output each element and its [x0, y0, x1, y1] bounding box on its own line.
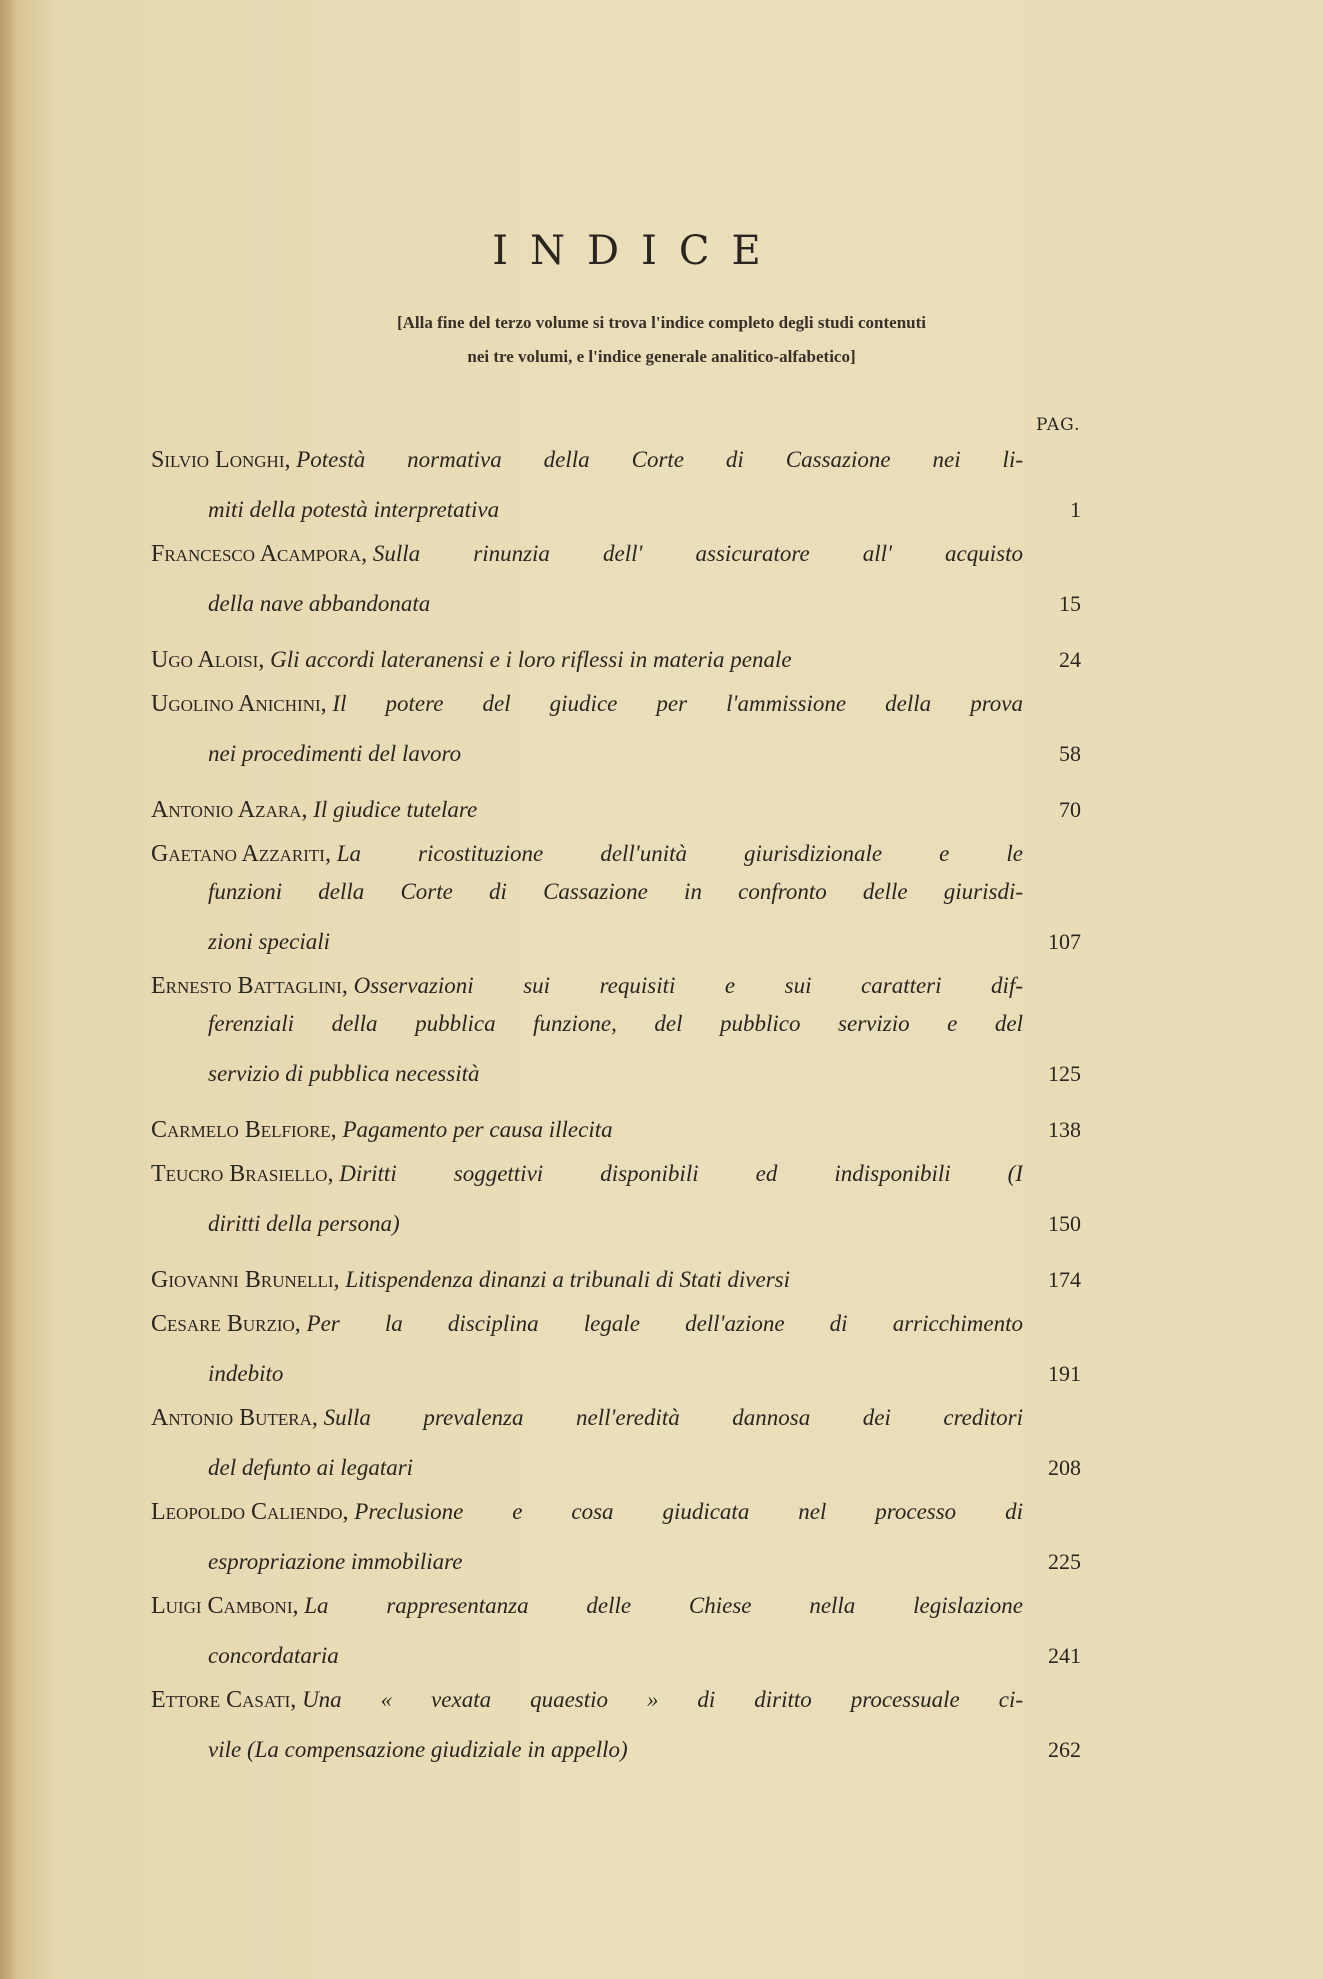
- toc-entry[interactable]: [151, 779, 1081, 823]
- toc-page-number: 1: [1070, 497, 1081, 522]
- index-note-line-1: [Alla fine del terzo volume si trova l'indice completo degli studi contenuti: [396, 313, 926, 332]
- toc-entry-line: [151, 1305, 1081, 1343]
- dot-leader: [408, 1193, 1023, 1231]
- toc-title: Diritti soggettivi disponibili ed indisponibili (I: [339, 1161, 1023, 1186]
- toc-entry-line: [151, 685, 1081, 723]
- toc-entry-line: [151, 1531, 1081, 1574]
- toc-title: Gli accordi lateranensi e i loro riflessi in materia penale: [270, 647, 792, 672]
- dot-leader: [507, 479, 1023, 517]
- toc-author: Antonio Butera,: [151, 1405, 318, 1431]
- toc-page-number: 241: [1048, 1643, 1081, 1668]
- toc-entry[interactable]: [151, 1681, 1081, 1762]
- dot-leader: [485, 779, 1023, 817]
- dot-leader: [338, 911, 1023, 949]
- toc-title: La ricostituzione dell'unità giurisdizionale e le: [336, 841, 1023, 866]
- dot-leader: [291, 1343, 1023, 1381]
- dot-leader: [798, 1249, 1023, 1287]
- toc-title: miti della potestà interpretativa: [208, 497, 500, 522]
- toc-title: nei procedimenti del lavoro: [208, 741, 462, 766]
- toc-title: Per la disciplina legale dell'azione di arricchimento: [306, 1311, 1023, 1336]
- toc-title: La rappresentanza delle Chiese nella legislazione: [304, 1593, 1023, 1618]
- toc-author: Antonio Azara,: [151, 797, 308, 823]
- toc-title: zioni speciali: [208, 929, 331, 954]
- toc-entry-line: [151, 835, 1081, 873]
- toc-entry-line: [151, 1099, 1081, 1143]
- toc-author: Leopoldo Caliendo,: [151, 1499, 349, 1525]
- toc-author: Francesco Acampora,: [151, 541, 368, 567]
- toc-title: Il potere del giudice per l'ammissione della prova: [332, 691, 1023, 716]
- toc-entry[interactable]: [151, 441, 1081, 522]
- toc-title: servizio di pubblica necessità: [208, 1061, 480, 1086]
- toc-page-number: 174: [1048, 1267, 1081, 1292]
- dot-leader: [470, 1531, 1023, 1569]
- toc-entry[interactable]: [151, 685, 1081, 766]
- toc-entry[interactable]: [151, 1099, 1081, 1143]
- toc-page-number: 225: [1048, 1549, 1081, 1574]
- toc-title: vile (La compensazione giudiziale in appello): [208, 1737, 628, 1762]
- toc-page-number: 58: [1059, 741, 1081, 766]
- dot-leader: [421, 1437, 1023, 1475]
- toc-title: indebito: [208, 1361, 284, 1386]
- toc-entry-line: [151, 967, 1081, 1005]
- toc-entry[interactable]: [151, 967, 1081, 1086]
- toc-title: Osservazioni sui requisiti e sui caratteri dif-: [353, 973, 1023, 998]
- toc-author: Ernesto Battaglini,: [151, 973, 348, 999]
- dot-leader: [636, 1719, 1023, 1757]
- toc-title: Preclusione e cosa giudicata nel processo di: [354, 1499, 1023, 1524]
- toc-entry-line: [151, 1681, 1081, 1719]
- toc-author: Giovanni Brunelli,: [151, 1267, 340, 1293]
- toc-page-number: 24: [1059, 647, 1081, 672]
- toc-page-number: 191: [1048, 1361, 1081, 1386]
- toc-page-number: 125: [1048, 1061, 1081, 1086]
- toc-page-number: 138: [1048, 1117, 1081, 1142]
- toc-author: Ettore Casati,: [151, 1687, 297, 1713]
- page-column-label: PAG.: [1036, 415, 1081, 435]
- toc-title: diritti della persona): [208, 1211, 400, 1236]
- dot-leader: [800, 629, 1023, 667]
- toc-page-number: 107: [1048, 929, 1081, 954]
- toc-page-number: 262: [1048, 1737, 1081, 1762]
- toc-entry-line: [151, 629, 1081, 673]
- toc-title: concordataria: [208, 1643, 339, 1668]
- toc-entry-line: [151, 723, 1081, 766]
- toc-author: Gaetano Azzariti,: [151, 841, 331, 867]
- toc-entry[interactable]: [151, 1493, 1081, 1574]
- toc-entry-line: [151, 1005, 1081, 1043]
- toc-title: Litispendenza dinanzi a tribunali di Stati diversi: [345, 1267, 790, 1292]
- toc-entry-line: [151, 1249, 1081, 1293]
- toc-title: Una « vexata quaestio » di diritto processuale ci-: [302, 1687, 1023, 1712]
- toc-entry[interactable]: [151, 535, 1081, 616]
- toc-entry-line: [151, 1719, 1081, 1762]
- toc-title: funzioni della Corte di Cassazione in confronto delle giurisdi-: [208, 879, 1023, 904]
- toc-entry[interactable]: [151, 1249, 1081, 1293]
- toc-entry-line: [151, 1193, 1081, 1236]
- dot-leader: [488, 1043, 1024, 1081]
- toc-entry-line: [151, 1343, 1081, 1386]
- dot-leader: [438, 573, 1023, 611]
- toc-title: Potestà normativa della Corte di Cassazione nei li-: [296, 447, 1023, 472]
- toc-author: Teucro Brasiello,: [151, 1161, 334, 1187]
- toc-title: Sulla prevalenza nell'eredità dannosa dei creditori: [323, 1405, 1023, 1430]
- toc-entry-line: [151, 1437, 1081, 1480]
- toc-entry-line: [151, 873, 1081, 911]
- toc-entry-line: [151, 1625, 1081, 1668]
- toc-page-number: 208: [1048, 1455, 1081, 1480]
- toc-entry-line: [151, 535, 1081, 573]
- index-note-line-2: nei tre volumi, e l'indice generale analitico-alfabetico]: [467, 347, 856, 366]
- dot-leader: [621, 1099, 1023, 1137]
- toc-entry-line: [151, 1587, 1081, 1625]
- toc-page-number: 150: [1048, 1211, 1081, 1236]
- toc-title: ferenziali della pubblica funzione, del pubblico servizio e del: [208, 1011, 1023, 1036]
- toc-entry[interactable]: [151, 1155, 1081, 1236]
- toc-entry[interactable]: [151, 1305, 1081, 1386]
- toc-entry-line: [151, 779, 1081, 823]
- table-of-contents: [151, 441, 1081, 1775]
- toc-title: espropriazione immobiliare: [208, 1549, 463, 1574]
- toc-author: Silvio Longhi,: [151, 447, 291, 473]
- toc-entry-line: [151, 1493, 1081, 1531]
- toc-entry-line: [151, 479, 1081, 522]
- toc-title: Il giudice tutelare: [313, 797, 478, 822]
- toc-author: Cesare Burzio,: [151, 1311, 301, 1337]
- toc-author: Ugolino Anichini,: [151, 691, 327, 717]
- toc-entry-line: [151, 1399, 1081, 1437]
- toc-author: Carmelo Belfiore,: [151, 1117, 337, 1143]
- toc-entry-line: [151, 441, 1081, 479]
- toc-title: Pagamento per causa illecita: [342, 1117, 613, 1142]
- toc-entry[interactable]: [151, 1587, 1081, 1668]
- toc-page-number: 70: [1059, 797, 1081, 822]
- toc-entry-line: [151, 911, 1081, 954]
- toc-entry[interactable]: [151, 1399, 1081, 1480]
- toc-entry[interactable]: [151, 835, 1081, 954]
- dot-leader: [347, 1625, 1023, 1663]
- dot-leader: [469, 723, 1023, 761]
- toc-title: della nave abbandonata: [208, 591, 431, 616]
- toc-entry-line: [151, 1155, 1081, 1193]
- toc-entry-line: [151, 1043, 1081, 1086]
- toc-title: Sulla rinunzia dell' assicuratore all' acquisto: [372, 541, 1023, 566]
- toc-entry[interactable]: [151, 629, 1081, 673]
- page-title: INDICE: [492, 228, 783, 274]
- toc-author: Luigi Camboni,: [151, 1593, 299, 1619]
- toc-author: Ugo Aloisi,: [151, 647, 265, 673]
- toc-entry-line: [151, 573, 1081, 616]
- toc-page-number: 15: [1059, 591, 1081, 616]
- toc-title: del defunto ai legatari: [208, 1455, 414, 1480]
